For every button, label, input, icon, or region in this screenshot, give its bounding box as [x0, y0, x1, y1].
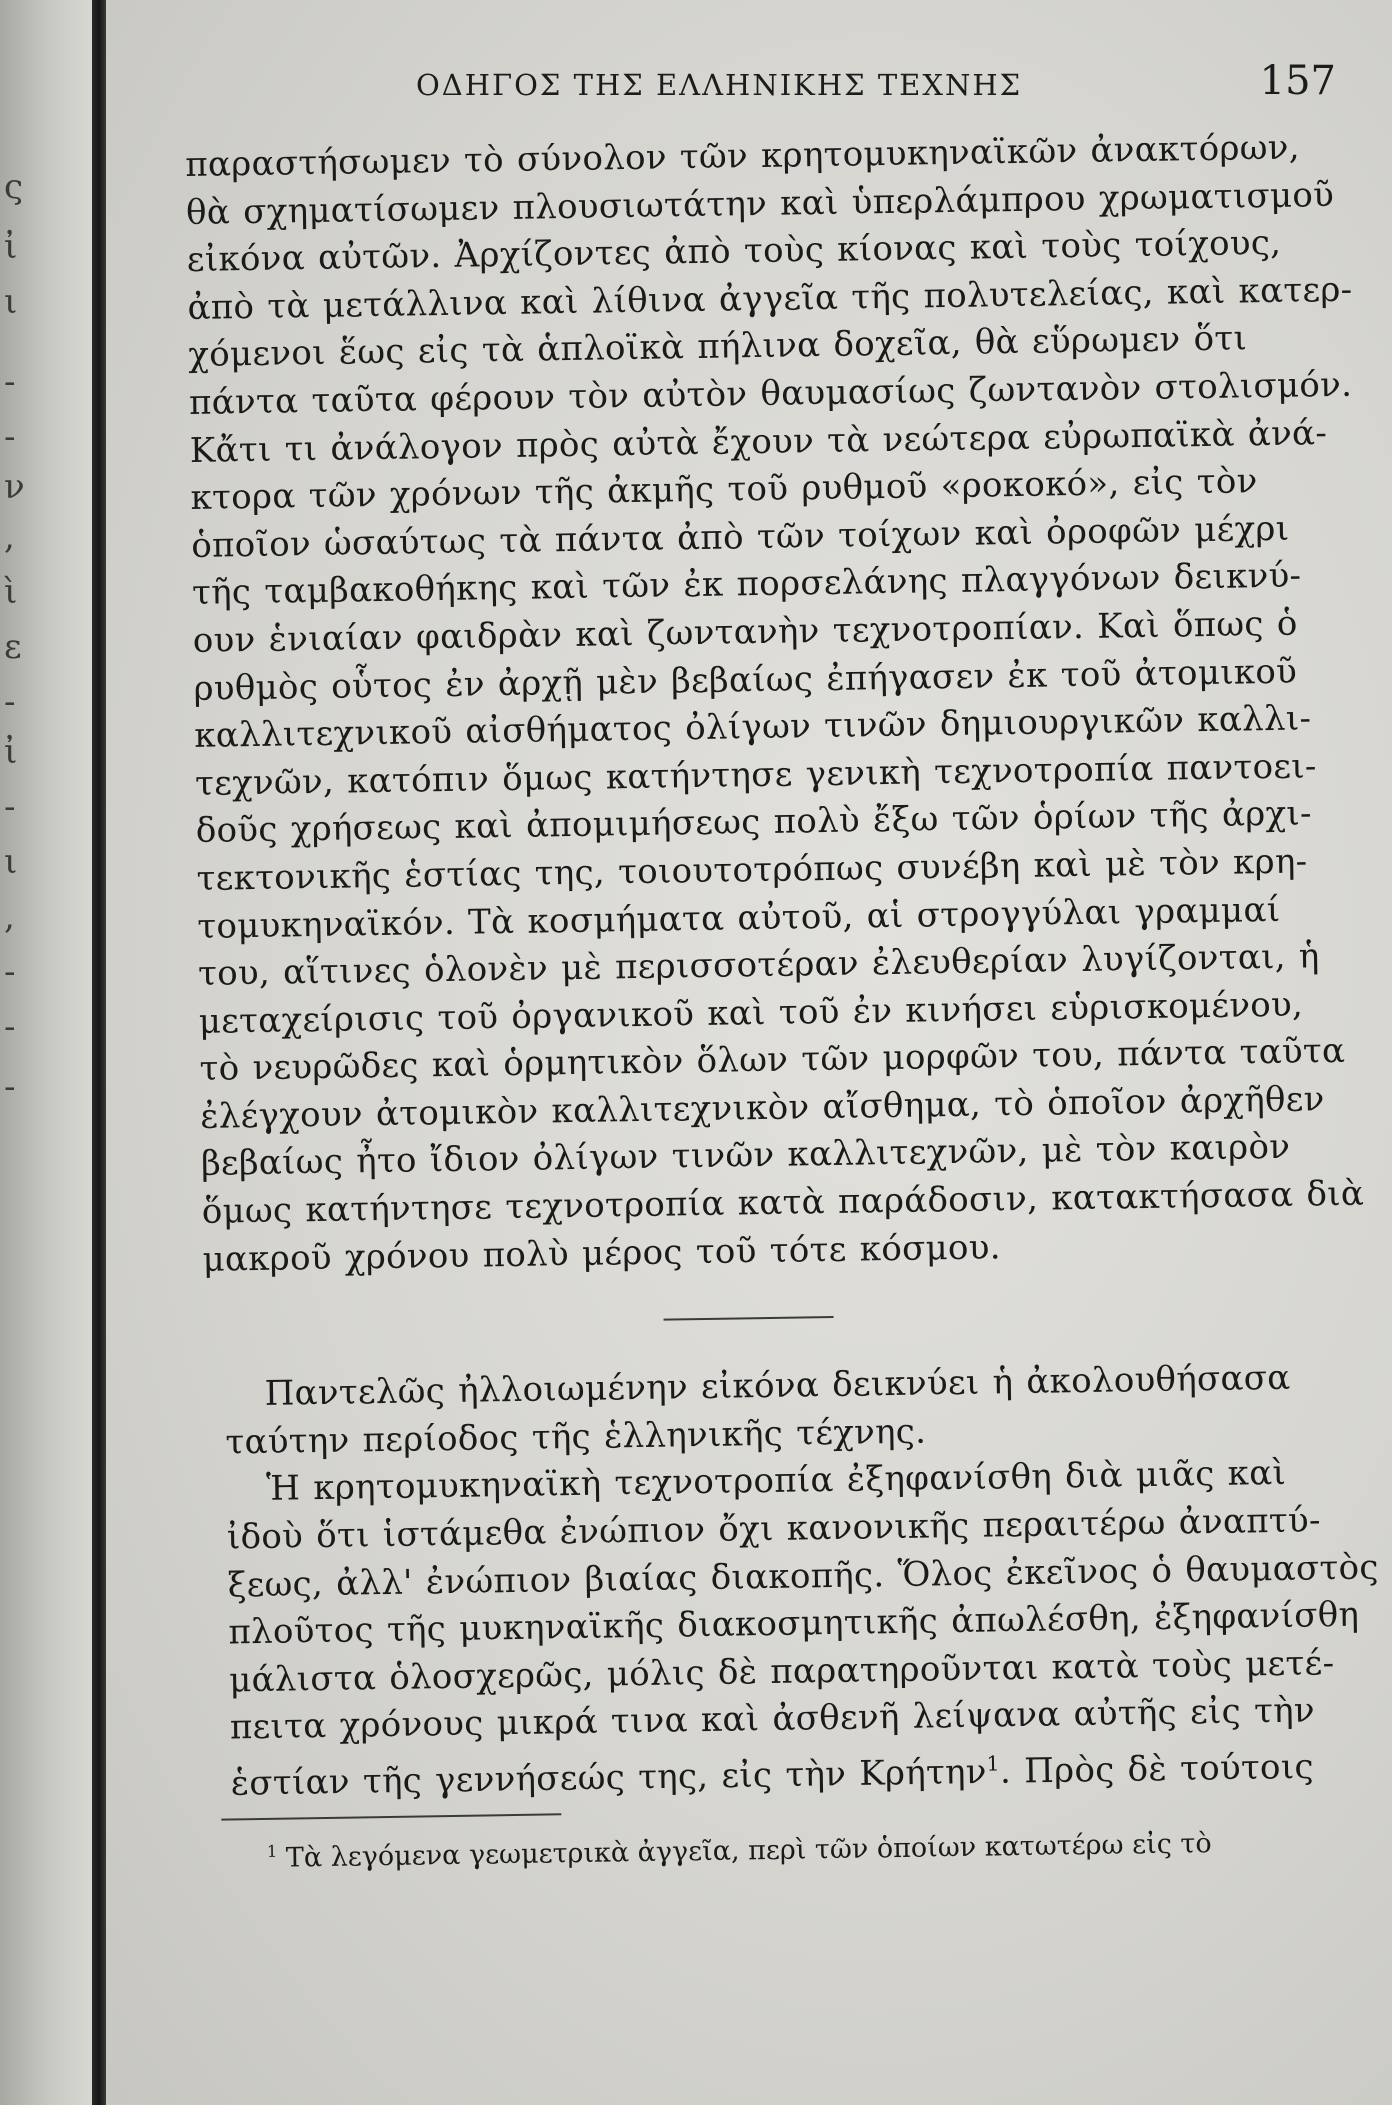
text-line: θὰ σχηματίσωμεν πλουσιωτάτην καὶ ὑπερλάμπρου χρωματισμοῦ — [185, 174, 1335, 233]
facing-page-char: - — [4, 952, 16, 992]
facing-page-char: ι — [4, 842, 18, 882]
text-line: μακροῦ χρόνου πολὺ μέρος τοῦ τότε κόσμου. — [202, 1226, 1002, 1280]
text-line: ἰδοὺ ὅτι ἱστάμεθα ἐνώπιον ὄχι κανονικῆς περαιτέρω ἀναπτύ- — [226, 1500, 1322, 1558]
text-line: βεβαίως ἦτο ἴδιον ὀλίγων τινῶν καλλιτεχνῶν, μὲ τὸν καιρὸν — [200, 1127, 1291, 1185]
text-line-end: . Πρὸς δὲ τούτοις — [999, 1746, 1315, 1792]
facing-page-char: - — [4, 1007, 16, 1047]
text-line: ἀπὸ τὰ μετάλλινα καὶ λίθινα ἀγγεῖα τῆς πολυτελείας, καὶ κατερ- — [187, 269, 1353, 328]
facing-page-char: - — [4, 787, 16, 827]
facing-page-char: , — [4, 897, 15, 937]
paragraph-1 — [185, 125, 1365, 1284]
text-line: μεταχείρισις τοῦ ὀργανικοῦ καὶ τοῦ ἐν κινήσει εὑρισκομένου, — [198, 984, 1304, 1042]
text-line: ρυθμὸς οὗτος ἐν ἀρχῇ μὲν βεβαίως ἐπήγασεν ἐκ τοῦ ἀτομικοῦ — [193, 651, 1298, 709]
text-line: κτορα τῶν χρόνων τῆς ἀκμῆς τοῦ ρυθμοῦ «ροκοκό», εἰς τὸν — [190, 461, 1258, 519]
text-line: ταύτην περίοδος τῆς ἑλληνικῆς τέχνης. — [225, 1411, 927, 1463]
text-line: του, αἵτινες ὁλονὲν μὲ περισσοτέραν ἐλευθερίαν λυγίζονται, ἡ — [197, 936, 1320, 994]
facing-page-char: ἰ — [4, 732, 18, 772]
footnote-text: Τὰ λεγόμενα γεωμετρικὰ ἀγγεῖα, περὶ τῶν ὁποίων κατωτέρω εἰς τὸ — [285, 1827, 1212, 1874]
running-title: ΟΔΗΓΟΣ ΤΗΣ ΕΛΛΗΝΙΚΗΣ ΤΕΧΝΗΣ — [416, 68, 1023, 102]
text-line: παραστήσωμεν τὸ σύνολον τῶν κρητομυκηναϊκῶν ἀνακτόρων, — [185, 127, 1301, 185]
page-number: 157 — [1259, 58, 1336, 104]
text-line: Κἄτι τι ἀνάλογον πρὸς αὐτὰ ἔχουν τὰ νεώτερα εὐρωπαϊκὰ ἀνά- — [189, 412, 1328, 471]
text-line: πειτα χρόνους μικρά τινα καὶ ἀσθενῆ λείψανα αὐτῆς εἰς τὴν — [229, 1690, 1316, 1748]
facing-page-edge — [0, 0, 92, 2105]
footnote-marker: 1 — [266, 1841, 278, 1861]
text-line: ὅμως κατήντησε τεχνοτροπία κατὰ παράδοσιν, κατακτήσασα διὰ — [201, 1173, 1365, 1232]
text-line: ξεως, ἀλλ' ἐνώπιον βιαίας διακοπῆς. Ὅλος ἐκεῖνος ὁ θαυμαστὸς — [227, 1547, 1380, 1606]
text-line: πλοῦτος τῆς μυκηναϊκῆς διακοσμητικῆς ἀπωλέσθη, ἐξηφανίσθη — [228, 1594, 1360, 1653]
paragraph-2 — [224, 1355, 1291, 1467]
text-line: εἰκόνα αὐτῶν. Ἀρχίζοντες ἀπὸ τοὺς κίονας καὶ τοὺς τοίχους, — [186, 222, 1282, 281]
text-line: ἐλέγχουν ἀτομικὸν καλλιτεχνικὸν αἴσθημα, τὸ ὁποῖον ἀρχῆθεν — [199, 1079, 1325, 1137]
text-line: τομυκηναϊκόν. Τὰ κοσμήματα αὐτοῦ, αἱ στρογγύλαι γραμμαί — [197, 889, 1281, 947]
text-line: καλλιτεχνικοῦ αἰσθήματος ὀλίγων τινῶν δημιουργικῶν καλλι- — [194, 698, 1312, 757]
section-separator — [664, 1316, 834, 1321]
footnote-rule — [221, 1813, 561, 1820]
footnote-reference: 1 — [986, 1751, 1001, 1776]
facing-page-char: , — [4, 517, 15, 557]
text-line: ουν ἑνιαίαν φαιδρὰν καὶ ζωντανὴν τεχνοτροπίαν. Καὶ ὅπως ὁ — [192, 603, 1298, 661]
facing-page-char: - — [4, 682, 16, 722]
facing-page-char: ὶ — [4, 572, 18, 612]
body-text — [185, 125, 1380, 1879]
facing-page-char: - — [4, 362, 16, 402]
text-line: Παντελῶς ἠλλοιωμένην εἰκόνα δεικνύει ἡ ἀκολουθήσασα — [264, 1358, 1291, 1415]
text-line: Ἡ κρητομυκηναϊκὴ τεχνοτροπία ἐξηφανίσθη διὰ μιᾶς καὶ — [265, 1453, 1287, 1510]
page-header — [416, 58, 1346, 118]
text-line: δοῦς χρήσεως καὶ ἀπομιμήσεως πολὺ ἔξω τῶν ὁρίων τῆς ἀρχι- — [195, 793, 1313, 852]
text-line: ὁποῖον ὡσαύτως τὰ πάντα ἀπὸ τῶν τοίχων καὶ ὀροφῶν μέχρι — [191, 508, 1290, 566]
text-line: χόμενοι ἕως εἰς τὰ ἁπλοϊκὰ πήλινα δοχεῖα, θὰ εὕρωμεν ὅτι — [188, 318, 1248, 376]
text-line: τὸ νευρῶδες καὶ ὁρμητικὸν ὅλων τῶν μορφῶν του, πάντα ταῦτα — [199, 1031, 1346, 1090]
text-line-start: ἑστίαν τῆς γεννήσεώς της, εἰς τὴν Κρήτην — [230, 1751, 988, 1804]
facing-page-char: - — [4, 417, 16, 457]
text-line: μάλιστα ὁλοσχερῶς, μόλις δὲ παρατηροῦνται κατὰ τοὺς μετέ- — [228, 1642, 1335, 1701]
facing-page-char: ἰ — [4, 227, 18, 267]
facing-page-char: ι — [4, 282, 18, 322]
text-line: τεχνῶν, κατόπιν ὅμως κατήντησε γενικὴ τεχνοτροπία παντοει- — [194, 746, 1317, 804]
facing-page-char: ε — [4, 627, 22, 667]
book-gutter — [92, 0, 106, 2105]
text-line: τῆς ταμβακοθήκης καὶ τῶν ἐκ πορσελάνης πλαγγόνων δεικνύ- — [191, 555, 1302, 614]
facing-page-char: - — [4, 1067, 16, 1107]
text-line: τεκτονικῆς ἑστίας της, τοιουτοτρόπως συνέβη καὶ μὲ τὸν κρη- — [196, 841, 1308, 899]
text-line: πάντα ταῦτα φέρουν τὸν αὐτὸν θαυμασίως ζωντανὸν στολισμόν. — [188, 364, 1353, 423]
facing-page-char: ς — [4, 167, 24, 207]
paragraph-3 — [226, 1450, 1380, 1804]
facing-page-char: ν — [4, 467, 25, 507]
